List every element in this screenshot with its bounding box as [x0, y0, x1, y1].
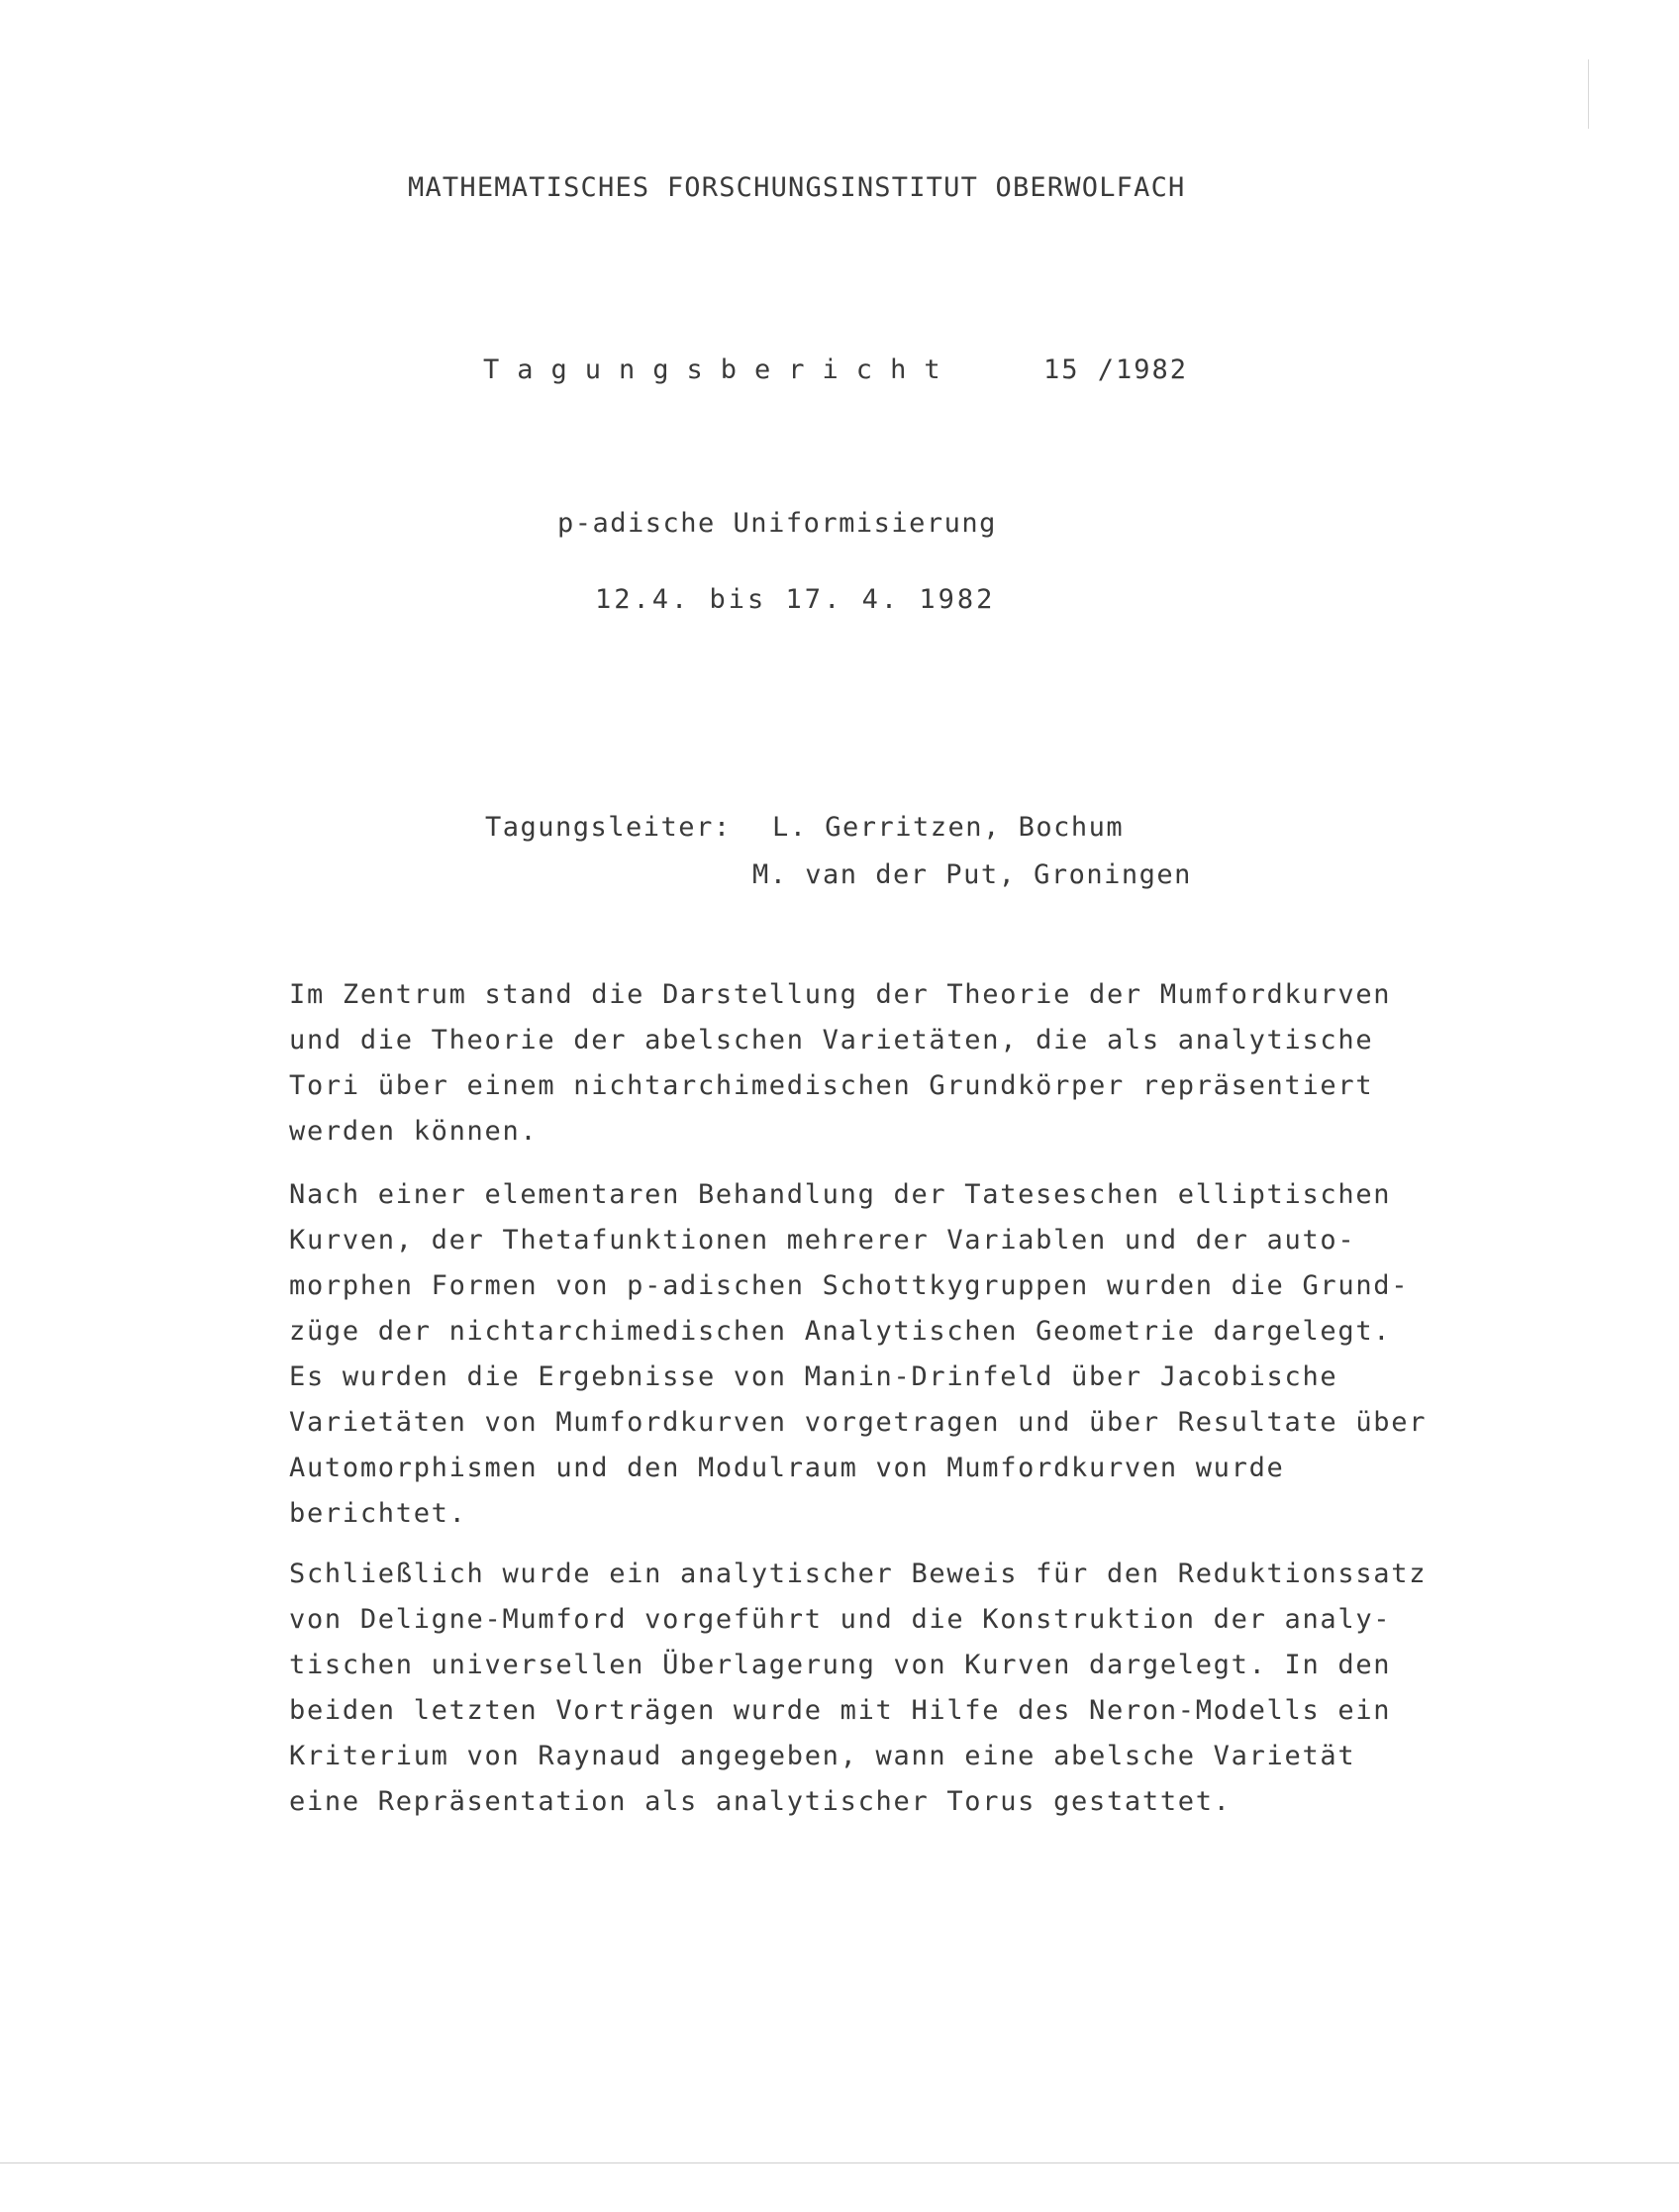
body-paragraph	[289, 1172, 1457, 1537]
institute-heading: MATHEMATISCHES FORSCHUNGSINSTITUT OBERWOLFACH	[408, 172, 1186, 203]
scan-bottom-rule	[0, 2162, 1679, 2163]
paragraph-line: von Deligne-Mumford vorgeführt und die Konstruktion der analy-	[289, 1604, 1392, 1635]
body-paragraph	[289, 972, 1457, 1155]
report-label: Tagungsbericht	[483, 354, 958, 385]
paragraph-line: tischen universellen Überlagerung von Kurven dargelegt. In den	[289, 1650, 1392, 1680]
paragraph-line: Nach einer elementaren Behandlung der Tateseschen elliptischen	[289, 1179, 1392, 1210]
paragraph-line: beiden letzten Vorträgen wurde mit Hilfe des Neron-Modells ein	[289, 1695, 1392, 1726]
organizer-name: M. van der Put, Groningen	[752, 859, 1192, 890]
paragraph-line: Schließlich wurde ein analytischer Beweis für den Reduktionssatz	[289, 1558, 1428, 1589]
paragraph-line: Varietäten von Mumfordkurven vorgetragen und über Resultate über	[289, 1407, 1428, 1438]
paragraph-line: und die Theorie der abelschen Varietäten, die als analytische	[289, 1025, 1374, 1056]
paragraph-line: eine Repräsentation als analytischer Torus gestattet.	[289, 1786, 1232, 1817]
paragraph-line: Kurven, der Thetafunktionen mehrerer Variablen und der auto-	[289, 1225, 1356, 1256]
organizers-label: Tagungsleiter:	[485, 812, 732, 843]
paragraph-line: Es wurden die Ergebnisse von Manin-Drinfeld über Jacobische	[289, 1361, 1338, 1392]
body-paragraph	[289, 1552, 1457, 1825]
scan-edge-mark	[1588, 59, 1589, 129]
meeting-topic: p-adische Uniformisierung	[557, 508, 997, 539]
meeting-dates: 12.4. bis 17. 4. 1982	[595, 584, 996, 615]
paragraph-line: berichtet.	[289, 1498, 467, 1529]
paragraph-line: züge der nichtarchimedischen Analytischen Geometrie dargelegt.	[289, 1316, 1392, 1347]
paragraph-line: Tori über einem nichtarchimedischen Grundkörper repräsentiert	[289, 1070, 1374, 1101]
report-number: 15 /1982	[1043, 354, 1189, 385]
paragraph-line: Automorphismen und den Modulraum von Mumfordkurven wurde	[289, 1453, 1285, 1483]
organizer-name: L. Gerritzen, Bochum	[772, 812, 1125, 843]
paragraph-line: morphen Formen von p-adischen Schottkygruppen wurden die Grund-	[289, 1270, 1410, 1301]
paragraph-line: werden können.	[289, 1116, 539, 1147]
paragraph-line: Kriterium von Raynaud angegeben, wann eine abelsche Varietät	[289, 1741, 1356, 1771]
paragraph-line: Im Zentrum stand die Darstellung der Theorie der Mumfordkurven	[289, 979, 1392, 1010]
